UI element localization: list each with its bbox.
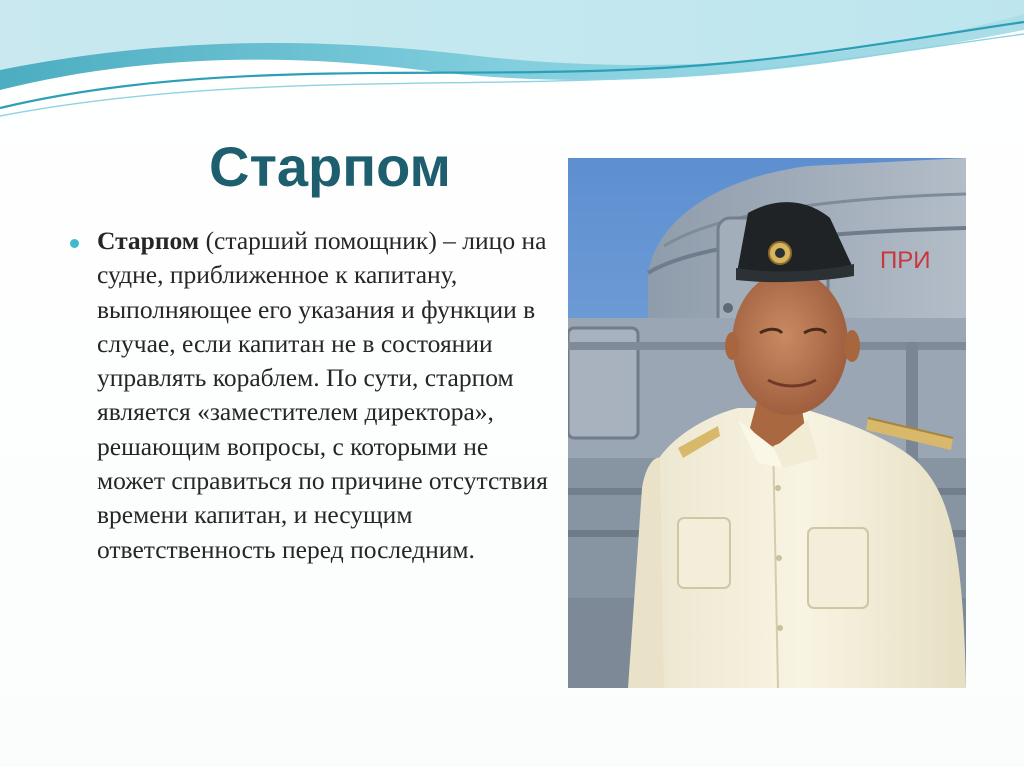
bullet-item	[70, 224, 560, 567]
bullet-dot-icon	[70, 239, 79, 248]
decorative-wave-header	[0, 0, 1024, 130]
bullet-term: Старпом	[97, 226, 200, 255]
slide-body	[70, 224, 560, 567]
bullet-text: (старший помощник) – лицо на судне, приближенное к капитану, выполняющее его указания и функции в случае, если капитан не в состоянии управлять кораблем. По сути, старпом является «заместителем директора», решающим вопросы, с которыми не может справиться по причине отсутствия времени капитан, и несущим ответственность перед последним.	[97, 226, 548, 564]
ship-sign-text: ПРИ	[880, 247, 931, 274]
slide-title: Старпом	[209, 135, 451, 198]
officer-photo	[568, 158, 966, 688]
